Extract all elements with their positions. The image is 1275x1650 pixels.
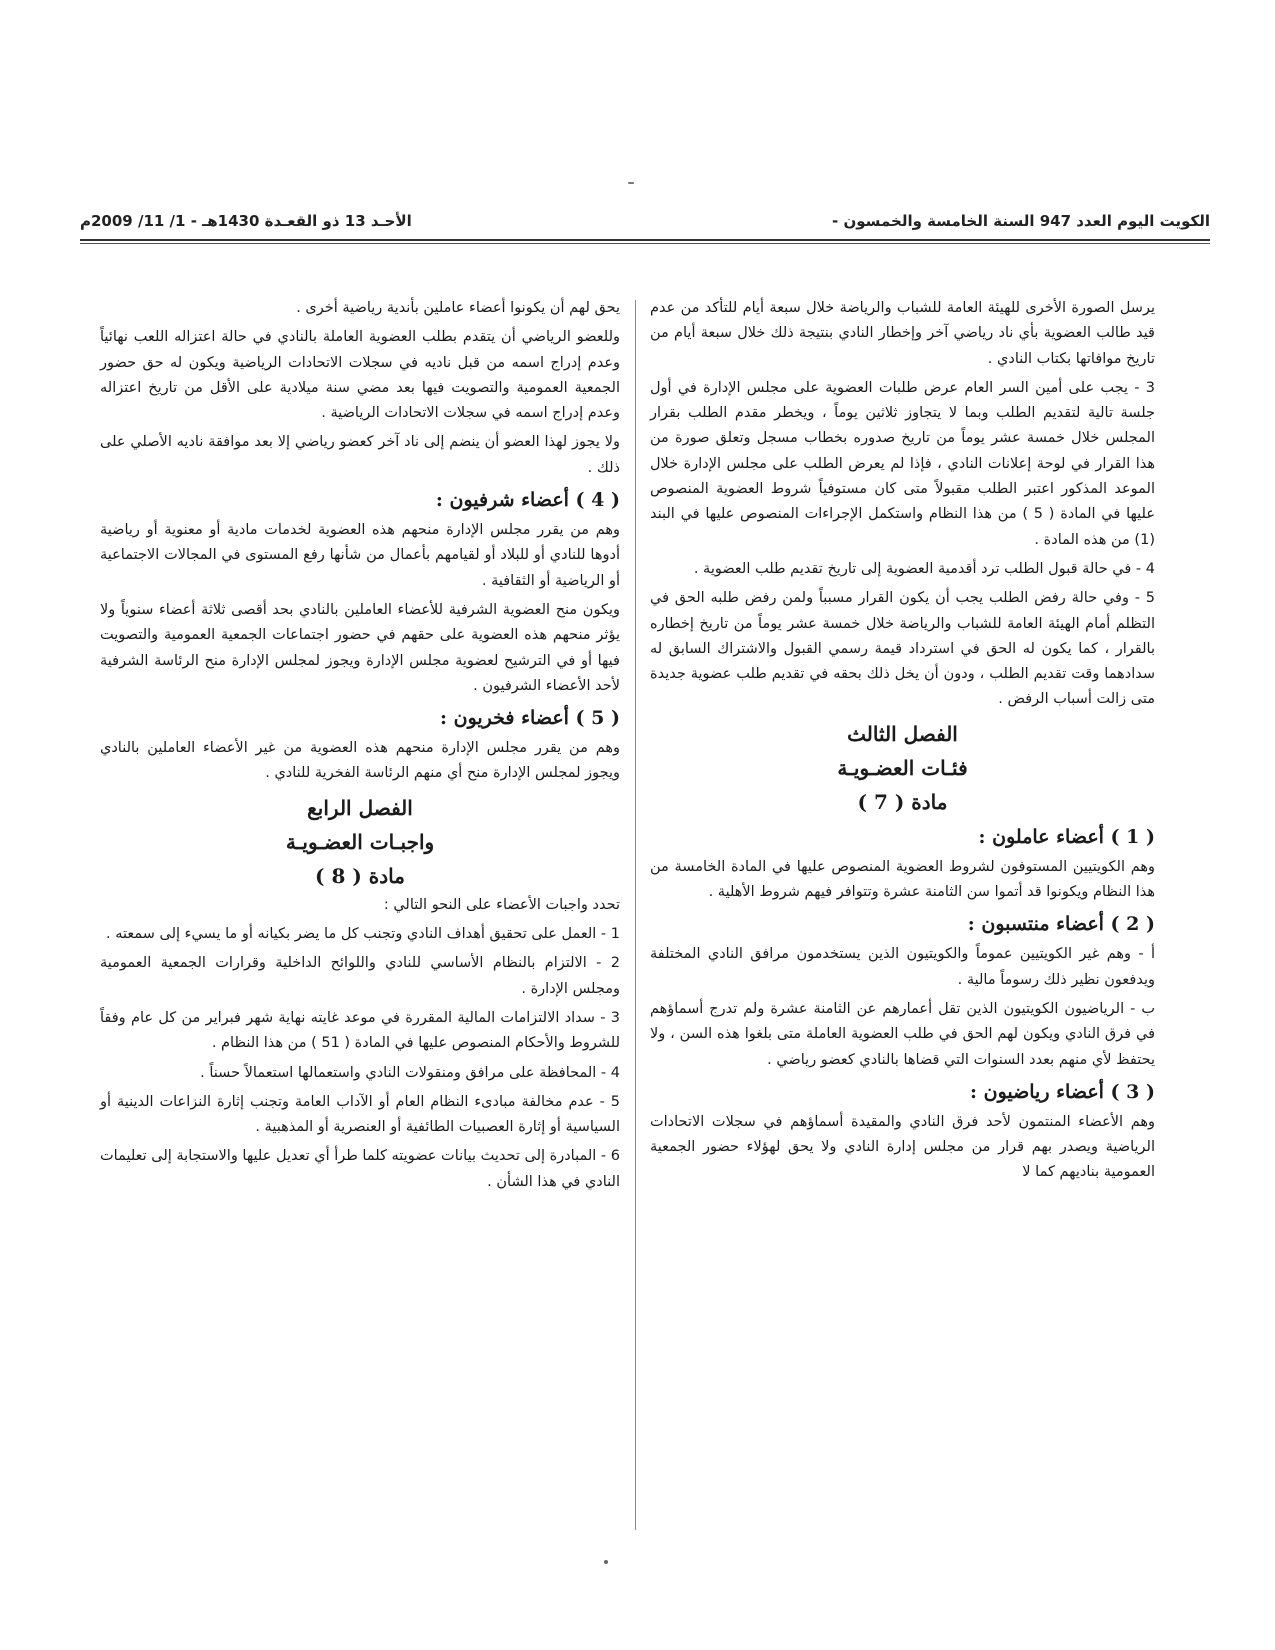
paragraph: يرسل الصورة الأخرى للهيئة العامة للشباب والرياضة خلال سبعة أيام للتأكد من عدم قيد طالب العضوية بأي ناد رياضي آخر وإخطار النادي بنتيجة ذلك خلال سبعة أيام من تاريخ موافاتها بكتاب النادي . <box>650 300 1155 367</box>
paragraph: ب - الرياضيون الكويتيون الذين تقل أعمارهم عن الثامنة عشرة ولم تدرج أسماؤهم في فرق النادي ويكون لهم الحق في طلب العضوية العاملة متى بلغوا هذه السن ، ولا يحتفظ لأي منهم بعدد السنوات التي قضاها بالنادي كعضو رياضي . <box>650 1000 1155 1068</box>
page-footer-mark <box>604 1560 608 1564</box>
left-column <box>100 296 620 1199</box>
list-item: 2 - الالتزام بالنظام الأساسي للنادي واللوائح الداخلية وقرارات الجمعية العمومية ومجلس الإدارة . <box>100 955 620 997</box>
paragraph: 3 - يجب على أمين السر العام عرض طلبات العضوية على مجلس الإدارة في أول جلسة تالية لتقديم الطلب وبما لا يتجاوز ثلاثين يوماً ، ويخطر مقدم الطلب بقرار المجلس خلال خمسة عشر يوماً من تاريخ صدوره بخطاب مسجل وتعلق صورة من هذا القرار في لوحة إعلانات النادي ، فإذا لم يعرض الطلب على مجلس الإدارة خلال الموعد المذكور اعتبر الطلب مقبولاً متى كان مستوفياً شروط العضوية المنصوص عليها في المادة ( 5 ) من هذا النظام واستكمل الإجراءات المنصوص عليها في البند (1) من هذه المادة . <box>650 379 1155 548</box>
paragraph: وللعضو الرياضي أن يتقدم بطلب العضوية العاملة بالنادي في حالة اعتزاله اللعب نهائياً وعدم إدراج اسمه من قبل ناديه في سجلات الاتحادات الرياضية ويكون له حق حضور الجمعية العمومية والتصويت فيها بعد مضي سنة ميلادية على الأقل من تاريخ اعتزاله وعدم إدراج اسمه في سجلات الاتحادات الرياضية . <box>100 329 620 422</box>
header-publication: الكويت اليوم العدد 947 السنة الخامسة والخمسون - <box>832 212 1210 230</box>
paragraph: وهم من يقرر مجلس الإدارة منحهم هذه العضوية من غير الأعضاء العاملين بالنادي ويجوز لمجلس الإدارة منح أي منهم الرئاسة الفخرية للنادي . <box>100 740 620 782</box>
paragraph: وهم الأعضاء المنتمون لأحد فرق النادي والمقيدة أسماؤهم في سجلات الاتحادات الرياضية ويصدر بهم قرار من مجلس إدارة النادي ولا يحق لهؤلاء حضور الجمعية العمومية بناديهم كما لا <box>650 1113 1155 1181</box>
paragraph: 4 - في حالة قبول الطلب ترد أقدمية العضوية إلى تاريخ تقديم طلب العضوية . <box>693 560 1155 577</box>
right-column <box>650 296 1155 1190</box>
paragraph: 5 - وفي حالة رفض الطلب يجب أن يكون القرار مسبباً ولمن رفض طلبه الحق في التظلم أمام الهيئة العامة للشباب والرياضة خلال خمسة عشر يوماً من تاريخ إخطاره بالقرار ، كما يكون له الحق في استرداد قيمة رسمي القبول والاشتراك السابق له سدادهما وقت تقديم الطلب ، ودون أن يخل ذلك بحقه في تقديم طلب عضوية جديدة متى زالت أسباب الرفض . <box>650 590 1155 708</box>
paragraph: ويكون منح العضوية الشرفية للأعضاء العاملين بالنادي بحد أقصى ثلاثة أعضاء سنوياً ولا يؤثر منحهم هذه العضوية على حقهم في حضور اجتماعات الجمعية العمومية والتصويت فيها أو في الترشيح لعضوية مجلس الإدارة ويجوز لمجلس الإدارة منح الرئاسة الشرفية لأحد الأعضاء الشرفيون . <box>100 601 620 694</box>
list-item: 6 - المبادرة إلى تحديث بيانات عضويته كلما طرأ أي تعديل عليها والاستجابة إلى تعليمات النادي في هذا الشأن . <box>100 1148 620 1190</box>
paragraph: أ - وهم غير الكويتيين عموماً والكويتيون الذين يستخدمون مرافق النادي المختلفة ويدفعون نظير ذلك رسوماً مالية . <box>650 946 1155 988</box>
header-date: الأحـد 13 ذو القعـدة 1430هـ - 1/ 11/ 2009م <box>80 212 412 230</box>
section-heading: ( 2 ) أعضاء منتسبون : <box>967 913 1155 936</box>
section-heading: ( 3 ) أعضاء رياضيون : <box>969 1080 1155 1103</box>
chapter-heading: الفصل الثالث <box>847 721 958 746</box>
chapter-heading: الفصل الرابع <box>307 795 413 820</box>
list-item: 4 - المحافظة على مرافق ومنقولات النادي واستعمالها استعمالاً حسناً . <box>200 1064 620 1081</box>
header-rule <box>80 239 1210 241</box>
section-heading: ( 1 ) أعضاء عاملون : <box>978 825 1155 848</box>
list-item: 1 - العمل على تحقيق أهداف النادي وتجنب كل ما يضر بكيانه أو ما يسيء إلى سمعته . <box>105 926 620 943</box>
column-divider <box>635 300 636 1530</box>
chapter-title: فئـات العضـويـة <box>837 755 968 780</box>
section-heading: ( 4 ) أعضاء شرفيون : <box>435 489 620 512</box>
article-heading: مادة ( 8 ) <box>315 863 405 888</box>
chapter-title: واجبـات العضـويـة <box>285 829 435 854</box>
list-item: 3 - سداد الالتزامات المالية المقررة في موعد غايته نهاية شهر فبراير من كل عام وفقاً للشروط والأحكام المنصوص عليها في المادة ( 51 ) من هذا النظام . <box>100 1009 620 1052</box>
paragraph: تحدد واجبات الأعضاء على النحو التالي : <box>383 896 620 913</box>
list-item: 5 - عدم مخالفة مبادىء النظام العام أو الآداب العامة وتجنب إثارة النزاعات الدينية أو السياسية أو إثارة العصبيات الطائفية أو العنصرية أو المذهبية . <box>100 1093 620 1136</box>
paragraph: ولا يجوز لهذا العضو أن ينضم إلى ناد آخر كعضو رياضي إلا بعد موافقة ناديه الأصلي على ذلك . <box>100 434 620 476</box>
paragraph: وهم الكويتيين المستوفون لشروط العضوية المنصوص عليها في المادة الخامسة من هذا النظام ويكونوا قد أتموا سن الثامنة عشرة وتتوافر فيهم شروط الأهلية . <box>650 858 1155 901</box>
article-heading: مادة ( 7 ) <box>857 789 948 814</box>
paragraph: يحق لهم أن يكونوا أعضاء عاملين بأندية رياضية أخرى . <box>296 300 620 316</box>
paragraph: وهم من يقرر مجلس الإدارة منحهم هذه العضوية لخدمات مادية أو معنوية أو رياضية أدوها للنادي أو للبلاد أو لقيامهم بأعمال من شأنها رفع المستوى في المجالات الاجتماعية أو الرياضية أو الثقافية . <box>100 522 620 589</box>
section-heading: ( 5 ) أعضاء فخريون : <box>439 707 620 730</box>
header-rule-thin <box>80 243 1210 244</box>
page-header <box>80 212 1210 230</box>
scan-speck <box>628 182 634 184</box>
